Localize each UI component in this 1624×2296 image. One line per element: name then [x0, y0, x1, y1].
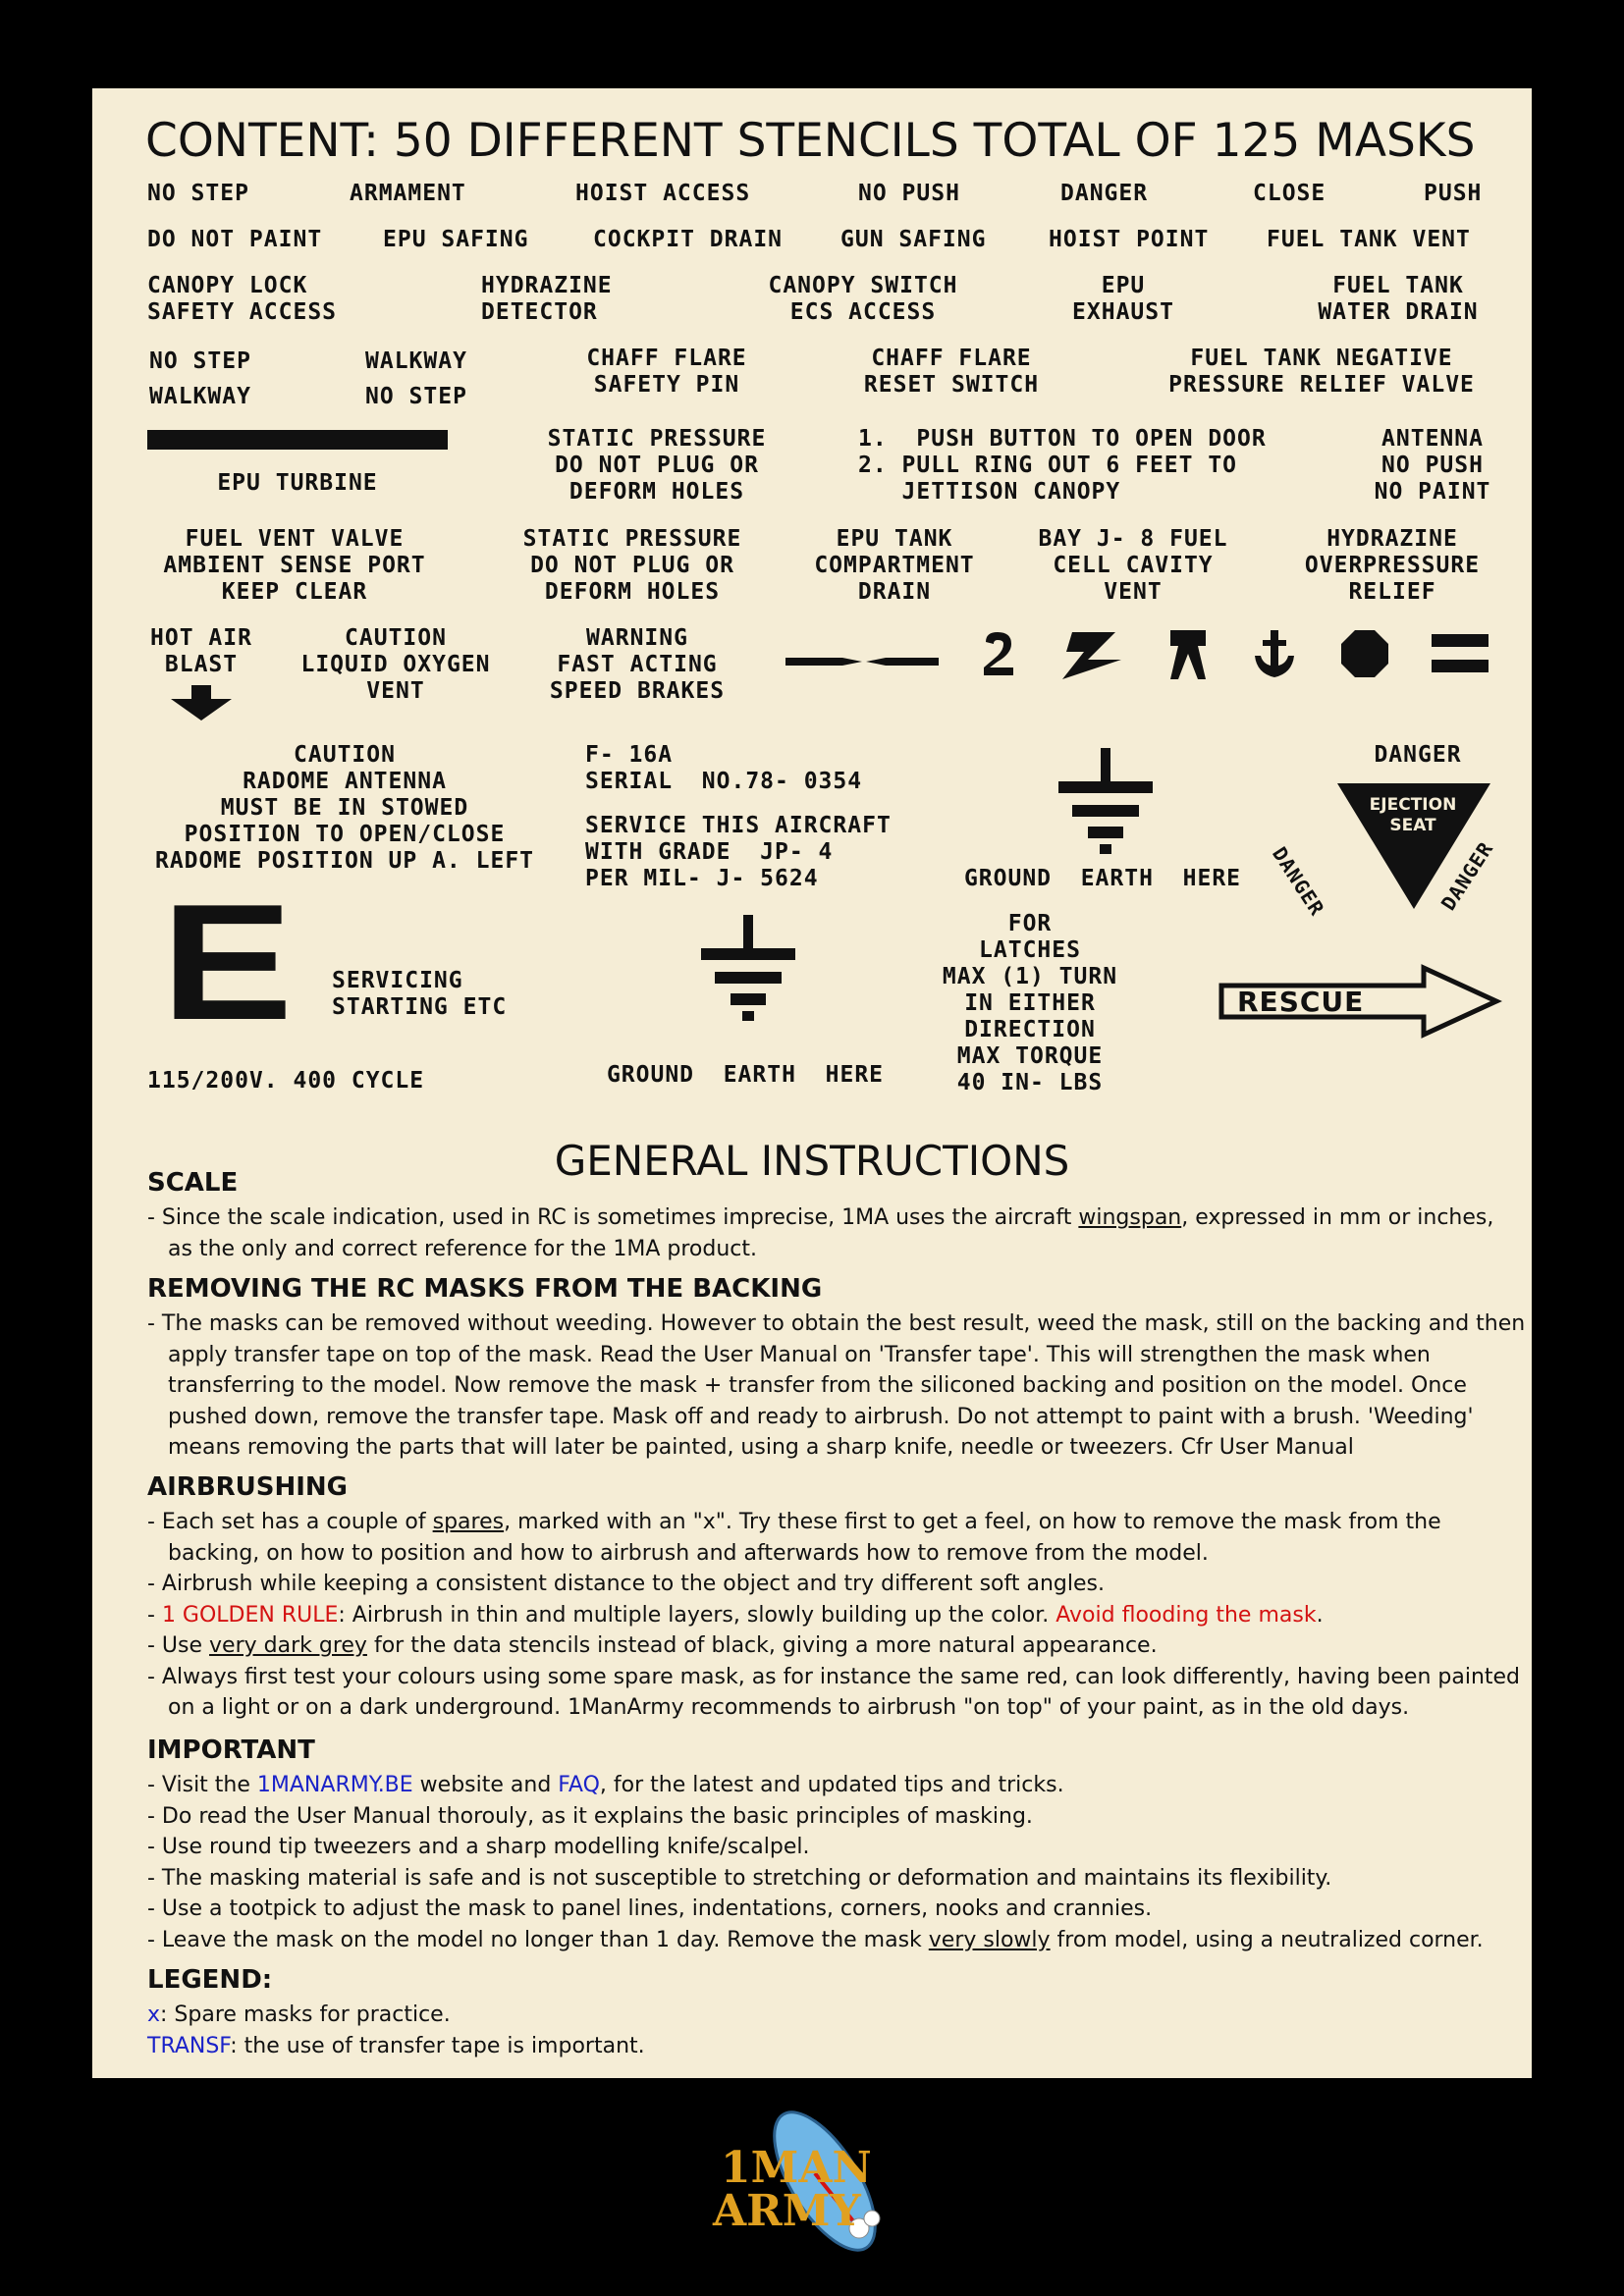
dark-grey-underlined: very dark grey [209, 1633, 367, 1658]
stencil-cockpit-drain: COCKPIT DRAIN [593, 227, 784, 252]
stencil-ground-earth-here-1: GROUND EARTH HERE [963, 866, 1242, 891]
stencil-push-button-jettison: 1. PUSH BUTTON TO OPEN DOOR 2. PULL RING OUT 6 FEET TO JETTISON CANOPY [858, 426, 1267, 505]
stencil-no-step: NO STEP [147, 181, 249, 206]
stencil-canopy-lock: CANOPY LOCK SAFETY ACCESS [147, 273, 338, 325]
lightning-symbol-icon [1060, 630, 1123, 681]
airbrushing-list [147, 1507, 1522, 1724]
removing-paragraph: - The masks can be removed without weeding. However to obtain the best result, weed the mask, still on the backing and then apply transfer tape on top of the mask. Read the User Manual on 'Transfer tape'. This will strengthen the mask when transferring to the model. Now remove the mask + transfer from the siliconed backing and position on the model. Once pushed down, remove the transfer tape. Mask off and ready to airbrush. Do not attempt to paint with a brush. 'Weeding' means removing the parts that will later be painted, using a sharp knife, needle or tweezers. Cfr User Manual [147, 1311, 1526, 1460]
stencil-f16-serial: F- 16A SERIAL NO.78- 0354 [585, 742, 863, 794]
golden-rule-label: 1 GOLDEN RULE [161, 1602, 339, 1628]
stencil-warning-speed-brakes: WARNING FAST ACTING SPEED BRAKES [549, 625, 726, 704]
airbrushing-item-dark-grey [147, 1630, 1522, 1662]
stencil-hydrazine-detector: HYDRAZINE DETECTOR [481, 273, 613, 325]
avoid-flooding-text: Avoid flooding the mask [1056, 1602, 1317, 1628]
legend-list [147, 2000, 1522, 2061]
dark-grey-text: - Use [147, 1633, 210, 1658]
stencil-danger: DANGER [1060, 181, 1149, 206]
tripod-symbol-icon [1168, 628, 1208, 681]
scale-heading: SCALE [147, 1168, 239, 1198]
stencil-push: PUSH [1424, 181, 1483, 206]
stencil-no-push: NO PUSH [858, 181, 960, 206]
important-heading: IMPORTANT [147, 1735, 315, 1765]
important-list [147, 1770, 1522, 1955]
stencil-fuel-vent-valve: FUEL VENT VALVE AMBIENT SENSE PORT KEEP CLEAR [163, 526, 426, 605]
remove-text: - Leave the mask on the model no longer than 1 day. Remove the mask [147, 1927, 929, 1952]
airbrushing-item-test-colours: - Always first test your colours using some spare mask, as for instance the same red, can look differently, having been painted on a light or on a dark underground. 1ManArmy recommends to airbrush "on top" of your paint, as in the old days. [147, 1664, 1521, 1720]
ground-symbol-icon-1 [1058, 748, 1153, 856]
stencil-servicing: SERVICING STARTING ETC [332, 968, 508, 1020]
stencil-canopy-switch: CANOPY SWITCH ECS ACCESS [768, 273, 958, 325]
logo-line2: ARMY [713, 2186, 861, 2236]
visit-text-end: , for the latest and updated tips and tricks. [599, 1773, 1064, 1797]
stencil-fuel-tank-water-drain: FUEL TANK WATER DRAIN [1318, 273, 1479, 325]
stencil-hoist-point: HOIST POINT [1049, 227, 1210, 252]
legend-x-text: : Spare masks for practice. [160, 2002, 451, 2027]
stencil-bay-j8-fuel: BAY J- 8 FUEL CELL CAVITY VENT [1038, 526, 1228, 605]
stencil-epu-turbine: EPU TURBINE [217, 470, 378, 496]
legend-item-transf [147, 2031, 1522, 2062]
stencil-gun-safing: GUN SAFING [840, 227, 987, 252]
important-item-manual: - Do read the User Manual thorouly, as it explains the basic principles of masking. [147, 1803, 1033, 1829]
stencil-do-not-paint: DO NOT PAINT [147, 227, 323, 252]
airbrushing-item-golden-rule [147, 1600, 1522, 1631]
stencil-epu-safing: EPU SAFING [383, 227, 529, 252]
stencil-latches-torque: FOR LATCHES MAX (1) TURN IN EITHER DIRECTION MAX TORQUE 40 IN- LBS [942, 911, 1118, 1095]
sheet-title: CONTENT: 50 DIFFERENT STENCILS TOTAL OF 125 MASKS [145, 114, 1476, 168]
equals-symbol-icon [1432, 634, 1490, 675]
stencil-antenna: ANTENNA NO PUSH NO PAINT [1374, 426, 1491, 505]
dark-grey-text-end: for the data stencils instead of black, giving a more natural appearance. [366, 1633, 1158, 1658]
stencil-ground-earth-here-2: GROUND EARTH HERE [606, 1062, 885, 1088]
ejection-seat-label: EJECTION SEAT [1369, 795, 1457, 835]
scale-wingspan: wingspan [1078, 1205, 1182, 1230]
visit-text-mid: website and [412, 1773, 559, 1797]
scale-text: - Since the scale indication, used in RC is sometimes imprecise, 1MA uses the aircraft [147, 1205, 1079, 1230]
remove-very-slowly: very slowly [928, 1927, 1051, 1952]
logo-line1: 1MAN [721, 2143, 872, 2193]
stencil-epu-tank-drain: EPU TANK COMPARTMENT DRAIN [814, 526, 975, 605]
legend-x-key: x [147, 2002, 161, 2027]
ejection-line-symbol [785, 648, 941, 675]
down-arrow-icon [167, 685, 236, 724]
scale-paragraph [147, 1202, 1513, 1264]
1manarmy-link[interactable]: 1MANARMY.BE [256, 1773, 413, 1797]
golden-rule-text: : Airbrush in thin and multiple layers, slowly building up the color. [338, 1602, 1056, 1628]
faq-link[interactable]: FAQ [558, 1773, 600, 1797]
anchor-symbol-icon [1253, 626, 1296, 681]
stencil-hoist-access: HOIST ACCESS [575, 181, 751, 206]
legend-transf-key: TRANSF [147, 2033, 231, 2058]
stencil-black-strip [147, 430, 448, 450]
stencil-close: CLOSE [1253, 181, 1326, 206]
golden-rule-end: . [1316, 1602, 1324, 1628]
stencil-service-aircraft: SERVICE THIS AIRCRAFT WITH GRADE JP- 4 PER MIL- J- 5624 [585, 813, 892, 891]
important-item-remove [147, 1925, 1522, 1956]
stencil-hot-air-blast: HOT AIR BLAST [150, 625, 252, 677]
stencil-armament: ARMAMENT [350, 181, 466, 206]
airbrushing-text-end: , marked with an "x". Try these first to get a feel, on how to remove the mask from the backing, on how to position and how to airbrush and afterwards how to remove from the model. [168, 1510, 1441, 1566]
stencil-static-pressure-1: STATIC PRESSURE DO NOT PLUG OR DEFORM HOLES [547, 426, 767, 505]
stencil-fuel-tank-negative-pressure: FUEL TANK NEGATIVE PRESSURE RELIEF VALVE [1168, 346, 1475, 398]
stencil-danger-right: DANGER [1435, 836, 1498, 915]
stencil-chaff-flare-safety-pin: CHAFF FLARE SAFETY PIN [586, 346, 747, 398]
stencil-sheet [92, 88, 1532, 2078]
stencil-chaff-flare-reset-switch: CHAFF FLARE RESET SWITCH [863, 346, 1040, 398]
airbrushing-heading: AIRBRUSHING [147, 1472, 349, 1502]
important-item-toothpick: - Use a tootpick to adjust the mask to panel lines, indentations, corners, nooks and crannies. [147, 1896, 1153, 1921]
golden-dash: - [147, 1602, 162, 1628]
airbrushing-text: - Each set has a couple of [147, 1510, 433, 1534]
stencil-big-e: E [161, 870, 294, 1054]
visit-text: - Visit the [147, 1773, 257, 1797]
stencil-hydrazine-relief: HYDRAZINE OVERPRESSURE RELIEF [1304, 526, 1481, 605]
airbrushing-spares: spares [432, 1510, 505, 1534]
scale-text-end: , expressed in mm or inches, as the only and correct reference for the 1MA product. [168, 1205, 1494, 1261]
airbrushing-item-spares [147, 1507, 1522, 1569]
rescue-label: RESCUE [1237, 986, 1365, 1018]
legend-item-x [147, 2000, 1522, 2031]
stencil-danger-top: DANGER [1374, 742, 1462, 768]
octagon-symbol-icon [1339, 628, 1390, 679]
hook-symbol-icon [980, 628, 1019, 683]
important-item-visit [147, 1770, 1522, 1801]
removing-heading: REMOVING THE RC MASKS FROM THE BACKING [147, 1274, 823, 1304]
stencil-epu-exhaust: EPU EXHAUST [1072, 273, 1174, 325]
legend-transf-text: : the use of transfer tape is important. [230, 2033, 645, 2058]
important-item-tools: - Use round tip tweezers and a sharp modelling knife/scalpel. [147, 1835, 810, 1859]
important-item-material: - The masking material is safe and is not susceptible to stretching or deformation and maintains its flexibility. [147, 1865, 1332, 1891]
stencil-voltage: 115/200V. 400 CYCLE [147, 1068, 425, 1094]
ground-symbol-icon-2 [701, 915, 795, 1023]
stencil-danger-left: DANGER [1268, 842, 1329, 921]
remove-text-end: from model, using a neutralized corner. [1050, 1927, 1484, 1952]
stencil-static-pressure-2: STATIC PRESSURE DO NOT PLUG OR DEFORM HOLES [522, 526, 742, 605]
legend-heading: LEGEND: [147, 1965, 273, 1995]
stencil-walkway-no-step: WALKWAY NO STEP [365, 348, 467, 409]
logo [707, 2105, 923, 2262]
airbrushing-item-distance: - Airbrush while keeping a consistent distance to the object and try different soft angles. [147, 1572, 1105, 1596]
stencil-caution-lox: CAUTION LIQUID OXYGEN VENT [300, 625, 491, 704]
stencil-caution-radome: CAUTION RADOME ANTENNA MUST BE IN STOWED POSITION TO OPEN/CLOSE RADOME POSITION UP A. LEFT [154, 742, 535, 874]
general-instructions-title: GENERAL INSTRUCTIONS [554, 1137, 1070, 1185]
stencil-fuel-tank-vent: FUEL TANK VENT [1267, 227, 1471, 252]
stencil-no-step-walkway: NO STEP WALKWAY [149, 348, 251, 409]
